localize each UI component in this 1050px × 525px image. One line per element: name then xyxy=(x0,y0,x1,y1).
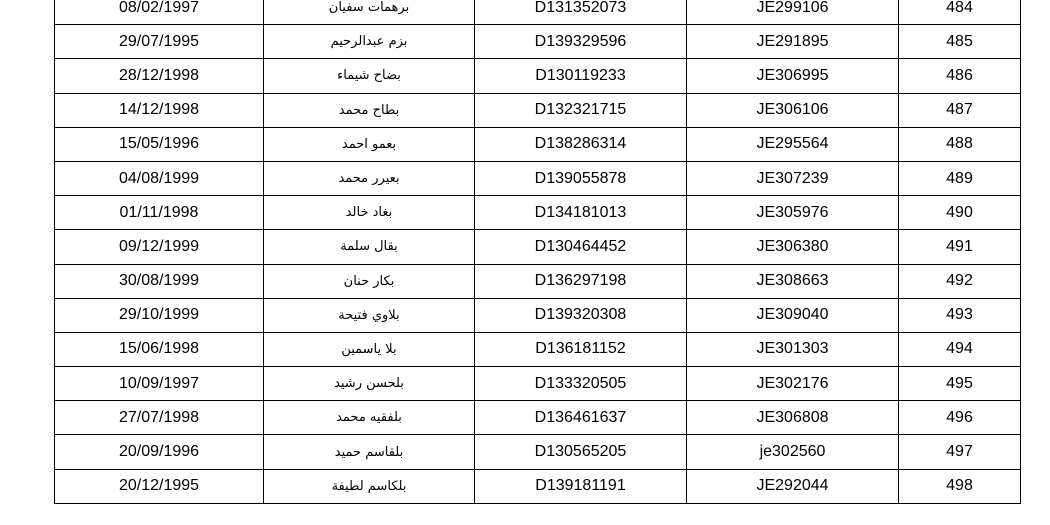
table-row xyxy=(55,367,1021,401)
national-id-cell: D131352073 xyxy=(475,0,687,25)
national-id-cell: D139320308 xyxy=(475,298,687,332)
name-cell: بلقاسم حميد xyxy=(264,435,475,469)
birth-date-cell: 28/12/1998 xyxy=(55,59,264,93)
birth-date-cell: 20/09/1996 xyxy=(55,435,264,469)
name-cell: بكار حنان xyxy=(264,264,475,298)
row-number-cell: 489 xyxy=(899,161,1021,195)
name-cell: بلاوي فتيحة xyxy=(264,298,475,332)
birth-date-cell: 20/12/1995 xyxy=(55,469,264,503)
name-cell: بلكاسم لطيفة xyxy=(264,469,475,503)
registration-code-cell: JE292044 xyxy=(687,469,899,503)
row-number-cell: 484 xyxy=(899,0,1021,25)
table-row xyxy=(55,196,1021,230)
row-number-cell: 490 xyxy=(899,196,1021,230)
row-number-cell: 491 xyxy=(899,230,1021,264)
birth-date-cell: 29/07/1995 xyxy=(55,25,264,59)
registration-code-cell: JE295564 xyxy=(687,127,899,161)
name-cell: بطاح محمد xyxy=(264,93,475,127)
national-id-cell: D139055878 xyxy=(475,161,687,195)
table-row xyxy=(55,230,1021,264)
national-id-cell: D139329596 xyxy=(475,25,687,59)
national-id-cell: D134181013 xyxy=(475,196,687,230)
name-cell: بلا ياسمين xyxy=(264,332,475,366)
national-id-cell: D133320505 xyxy=(475,367,687,401)
row-number-cell: 492 xyxy=(899,264,1021,298)
row-number-cell: 498 xyxy=(899,469,1021,503)
birth-date-cell: 30/08/1999 xyxy=(55,264,264,298)
birth-date-cell: 08/02/1997 xyxy=(55,0,264,25)
row-number-cell: 496 xyxy=(899,401,1021,435)
student-list-table xyxy=(54,0,1021,504)
national-id-cell: D136461637 xyxy=(475,401,687,435)
registration-code-cell: JE308663 xyxy=(687,264,899,298)
name-cell: بغاد خالد xyxy=(264,196,475,230)
birth-date-cell: 27/07/1998 xyxy=(55,401,264,435)
table-row xyxy=(55,332,1021,366)
row-number-cell: 485 xyxy=(899,25,1021,59)
name-cell: بلفقيه محمد xyxy=(264,401,475,435)
registration-code-cell: JE309040 xyxy=(687,298,899,332)
national-id-cell: D132321715 xyxy=(475,93,687,127)
birth-date-cell: 04/08/1999 xyxy=(55,161,264,195)
table-row xyxy=(55,127,1021,161)
table-body xyxy=(55,0,1021,503)
table-row xyxy=(55,298,1021,332)
registration-code-cell: JE291895 xyxy=(687,25,899,59)
row-number-cell: 487 xyxy=(899,93,1021,127)
birth-date-cell: 15/06/1998 xyxy=(55,332,264,366)
national-id-cell: D130464452 xyxy=(475,230,687,264)
row-number-cell: 493 xyxy=(899,298,1021,332)
row-number-cell: 495 xyxy=(899,367,1021,401)
registration-code-cell: je302560 xyxy=(687,435,899,469)
national-id-cell: D130119233 xyxy=(475,59,687,93)
birth-date-cell: 15/05/1996 xyxy=(55,127,264,161)
name-cell: بضاح شيماء xyxy=(264,59,475,93)
table-row xyxy=(55,161,1021,195)
table-row xyxy=(55,264,1021,298)
birth-date-cell: 09/12/1999 xyxy=(55,230,264,264)
table-row xyxy=(55,25,1021,59)
name-cell: بلحسن رشيد xyxy=(264,367,475,401)
national-id-cell: D136297198 xyxy=(475,264,687,298)
name-cell: بقال سلمة xyxy=(264,230,475,264)
national-id-cell: D130565205 xyxy=(475,435,687,469)
national-id-cell: D136181152 xyxy=(475,332,687,366)
registration-code-cell: JE306808 xyxy=(687,401,899,435)
table-row xyxy=(55,435,1021,469)
registration-code-cell: JE305976 xyxy=(687,196,899,230)
registration-code-cell: JE299106 xyxy=(687,0,899,25)
national-id-cell: D138286314 xyxy=(475,127,687,161)
name-cell: بعمو احمد xyxy=(264,127,475,161)
registration-code-cell: JE306995 xyxy=(687,59,899,93)
birth-date-cell: 29/10/1999 xyxy=(55,298,264,332)
registration-code-cell: JE302176 xyxy=(687,367,899,401)
birth-date-cell: 14/12/1998 xyxy=(55,93,264,127)
row-number-cell: 497 xyxy=(899,435,1021,469)
registration-code-cell: JE306380 xyxy=(687,230,899,264)
table-row xyxy=(55,0,1021,25)
registration-code-cell: JE301303 xyxy=(687,332,899,366)
row-number-cell: 494 xyxy=(899,332,1021,366)
name-cell: بزم عبدالرحيم xyxy=(264,25,475,59)
registration-code-cell: JE307239 xyxy=(687,161,899,195)
row-number-cell: 488 xyxy=(899,127,1021,161)
row-number-cell: 486 xyxy=(899,59,1021,93)
birth-date-cell: 01/11/1998 xyxy=(55,196,264,230)
table-row xyxy=(55,59,1021,93)
birth-date-cell: 10/09/1997 xyxy=(55,367,264,401)
name-cell: برهمات سفيان xyxy=(264,0,475,25)
table-row xyxy=(55,469,1021,503)
registration-code-cell: JE306106 xyxy=(687,93,899,127)
table-row xyxy=(55,93,1021,127)
table-row xyxy=(55,401,1021,435)
name-cell: بعيرر محمد xyxy=(264,161,475,195)
national-id-cell: D139181191 xyxy=(475,469,687,503)
